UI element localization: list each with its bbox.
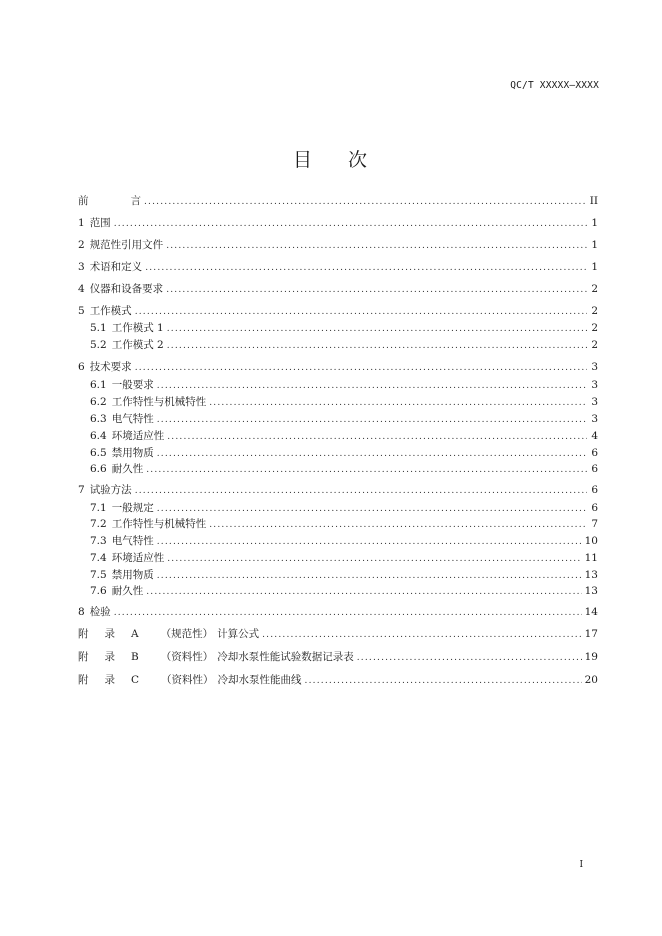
toc-number: 7 bbox=[78, 484, 85, 496]
leader-dots bbox=[146, 462, 587, 478]
appendix-heading: 附 录 B （资料性） 冷却水泵性能试验数据记录表 bbox=[78, 651, 354, 663]
toc-entry-6-6[interactable] bbox=[90, 461, 598, 477]
toc-label: 工作模式 1 bbox=[111, 322, 164, 334]
toc-label: 禁用物质 bbox=[111, 447, 154, 459]
title-char-1: 目 bbox=[292, 149, 314, 171]
leader-dots bbox=[357, 650, 582, 666]
toc-label: 一般规定 bbox=[111, 502, 154, 514]
leader-dots bbox=[135, 360, 587, 376]
toc-number: 6.5 bbox=[90, 447, 107, 459]
toc-label: 一般要求 bbox=[111, 379, 154, 391]
toc-page-number: 4 bbox=[591, 430, 598, 442]
toc-page-number: 20 bbox=[584, 674, 598, 686]
toc-entry-5-2[interactable] bbox=[90, 337, 598, 353]
toc-page-number: 2 bbox=[591, 305, 598, 317]
leader-dots bbox=[157, 568, 582, 584]
toc-page-number: 7 bbox=[591, 518, 598, 530]
toc-page-number: 3 bbox=[591, 379, 598, 391]
page-title bbox=[0, 145, 662, 172]
toc-label: 试验方法 bbox=[89, 484, 132, 496]
toc-number: 7.1 bbox=[90, 502, 107, 514]
toc-number: 6.6 bbox=[90, 463, 107, 475]
toc-page-number: 13 bbox=[584, 585, 598, 597]
leader-dots bbox=[167, 338, 587, 354]
toc-number: 7.5 bbox=[90, 569, 107, 581]
toc-page-number: 13 bbox=[584, 569, 598, 581]
appendix-heading: 附 录 C （资料性） 冷却水泵性能曲线 bbox=[78, 674, 302, 686]
toc-page-number: 2 bbox=[591, 283, 598, 295]
appendix-heading: 附 录 A （规范性） 计算公式 bbox=[78, 628, 260, 640]
toc-number: 5 bbox=[78, 305, 85, 317]
toc-label: 技术要求 bbox=[89, 361, 132, 373]
toc-entry-6[interactable] bbox=[78, 359, 598, 375]
toc-number: 1 bbox=[78, 217, 85, 229]
toc-entry-1[interactable] bbox=[78, 215, 598, 231]
toc-entry-4[interactable] bbox=[78, 281, 598, 297]
toc-entry-6-4[interactable] bbox=[90, 428, 598, 444]
toc-number: 5.2 bbox=[90, 339, 107, 351]
toc-entry-7-2[interactable] bbox=[90, 516, 598, 532]
toc-entry-foreword[interactable] bbox=[78, 193, 598, 209]
leader-dots bbox=[262, 627, 582, 643]
leader-dots bbox=[157, 412, 587, 428]
toc-entry-8[interactable] bbox=[78, 604, 598, 620]
toc-entry-7-4[interactable] bbox=[90, 550, 598, 566]
toc-page-number: 6 bbox=[591, 463, 598, 475]
toc-number: 6.2 bbox=[90, 396, 107, 408]
document-code: QC/T XXXXX—XXXX bbox=[510, 80, 599, 91]
toc-entry-appendix-b[interactable] bbox=[78, 649, 598, 665]
leader-dots bbox=[167, 429, 587, 445]
toc-label: 禁用物质 bbox=[111, 569, 154, 581]
toc-page-number: 19 bbox=[584, 651, 598, 663]
toc-label: 工作特性与机械特性 bbox=[111, 396, 207, 408]
leader-dots bbox=[144, 194, 587, 210]
leader-dots bbox=[167, 321, 587, 337]
toc-page-number: 6 bbox=[591, 484, 598, 496]
toc-label: 术语和定义 bbox=[89, 261, 143, 273]
toc-entry-5-1[interactable] bbox=[90, 320, 598, 336]
toc-label: 检验 bbox=[89, 606, 111, 618]
leader-dots bbox=[146, 584, 581, 600]
leader-dots bbox=[166, 238, 587, 254]
toc-entry-6-5[interactable] bbox=[90, 445, 598, 461]
toc-label: 电气特性 bbox=[111, 535, 154, 547]
leader-dots bbox=[209, 395, 587, 411]
toc-page-number: 1 bbox=[591, 217, 598, 229]
toc-entry-7-6[interactable] bbox=[90, 583, 598, 599]
toc-label: 范围 bbox=[89, 217, 111, 229]
toc-page-number: 1 bbox=[591, 261, 598, 273]
toc-entry-7-1[interactable] bbox=[90, 500, 598, 516]
toc-page-number: II bbox=[589, 195, 598, 207]
toc-label: 工作模式 bbox=[89, 305, 132, 317]
toc-entry-appendix-a[interactable] bbox=[78, 626, 598, 642]
toc-number: 6.1 bbox=[90, 379, 107, 391]
toc-page-number: 14 bbox=[584, 606, 598, 618]
toc-number: 6 bbox=[78, 361, 85, 373]
leader-dots bbox=[145, 260, 587, 276]
toc-label: 工作特性与机械特性 bbox=[111, 518, 207, 530]
leader-dots bbox=[157, 534, 582, 550]
toc-number: 3 bbox=[78, 261, 85, 273]
leader-dots bbox=[209, 517, 587, 533]
toc-entry-appendix-c[interactable] bbox=[78, 672, 598, 688]
toc-number: 7.2 bbox=[90, 518, 107, 530]
toc-page-number: 2 bbox=[591, 322, 598, 334]
toc-page-number: 1 bbox=[591, 239, 598, 251]
toc-number: 7.4 bbox=[90, 552, 107, 564]
toc-number: 4 bbox=[78, 283, 85, 295]
leader-dots bbox=[166, 282, 587, 298]
toc-entry-6-2[interactable] bbox=[90, 394, 598, 410]
toc-label: 前 言 bbox=[78, 195, 141, 207]
toc-page-number: 11 bbox=[584, 552, 598, 564]
toc-label: 工作模式 2 bbox=[111, 339, 164, 351]
toc-entry-7-3[interactable] bbox=[90, 533, 598, 549]
leader-dots bbox=[157, 446, 587, 462]
leader-dots bbox=[114, 605, 582, 621]
toc-label: 耐久性 bbox=[111, 463, 144, 475]
leader-dots bbox=[305, 673, 582, 689]
toc-entry-7-5[interactable] bbox=[90, 567, 598, 583]
leader-dots bbox=[157, 501, 587, 517]
toc-label: 环境适应性 bbox=[111, 430, 165, 442]
leader-dots bbox=[135, 483, 587, 499]
toc-page-number: 10 bbox=[584, 535, 598, 547]
toc-label: 环境适应性 bbox=[111, 552, 165, 564]
toc-entry-5[interactable] bbox=[78, 303, 598, 319]
leader-dots bbox=[135, 304, 587, 320]
toc-page-number: 17 bbox=[584, 628, 598, 640]
toc-entry-6-1[interactable] bbox=[90, 377, 598, 393]
toc-number: 6.3 bbox=[90, 413, 107, 425]
toc-label: 电气特性 bbox=[111, 413, 154, 425]
toc-entry-2[interactable] bbox=[78, 237, 598, 253]
toc-number: 7.3 bbox=[90, 535, 107, 547]
toc-label: 规范性引用文件 bbox=[89, 239, 164, 251]
toc-page-number: 3 bbox=[591, 396, 598, 408]
toc-entry-3[interactable] bbox=[78, 259, 598, 275]
toc-page-number: 6 bbox=[591, 502, 598, 514]
toc-label: 仪器和设备要求 bbox=[89, 283, 164, 295]
title-char-2: 次 bbox=[348, 149, 370, 171]
toc-number: 5.1 bbox=[90, 322, 107, 334]
toc-number: 6.4 bbox=[90, 430, 107, 442]
toc-page-number: 3 bbox=[591, 361, 598, 373]
toc-number: 8 bbox=[78, 606, 85, 618]
toc-label: 耐久性 bbox=[111, 585, 144, 597]
toc-page-number: 6 bbox=[591, 447, 598, 459]
toc-entry-7[interactable] bbox=[78, 482, 598, 498]
toc-entry-6-3[interactable] bbox=[90, 411, 598, 427]
leader-dots bbox=[157, 378, 587, 394]
toc-number: 7.6 bbox=[90, 585, 107, 597]
toc-page-number: 3 bbox=[591, 413, 598, 425]
toc-page-number: 2 bbox=[591, 339, 598, 351]
leader-dots bbox=[167, 551, 581, 567]
leader-dots bbox=[114, 216, 587, 232]
toc-number: 2 bbox=[78, 239, 85, 251]
footer-page-number: I bbox=[579, 860, 583, 870]
